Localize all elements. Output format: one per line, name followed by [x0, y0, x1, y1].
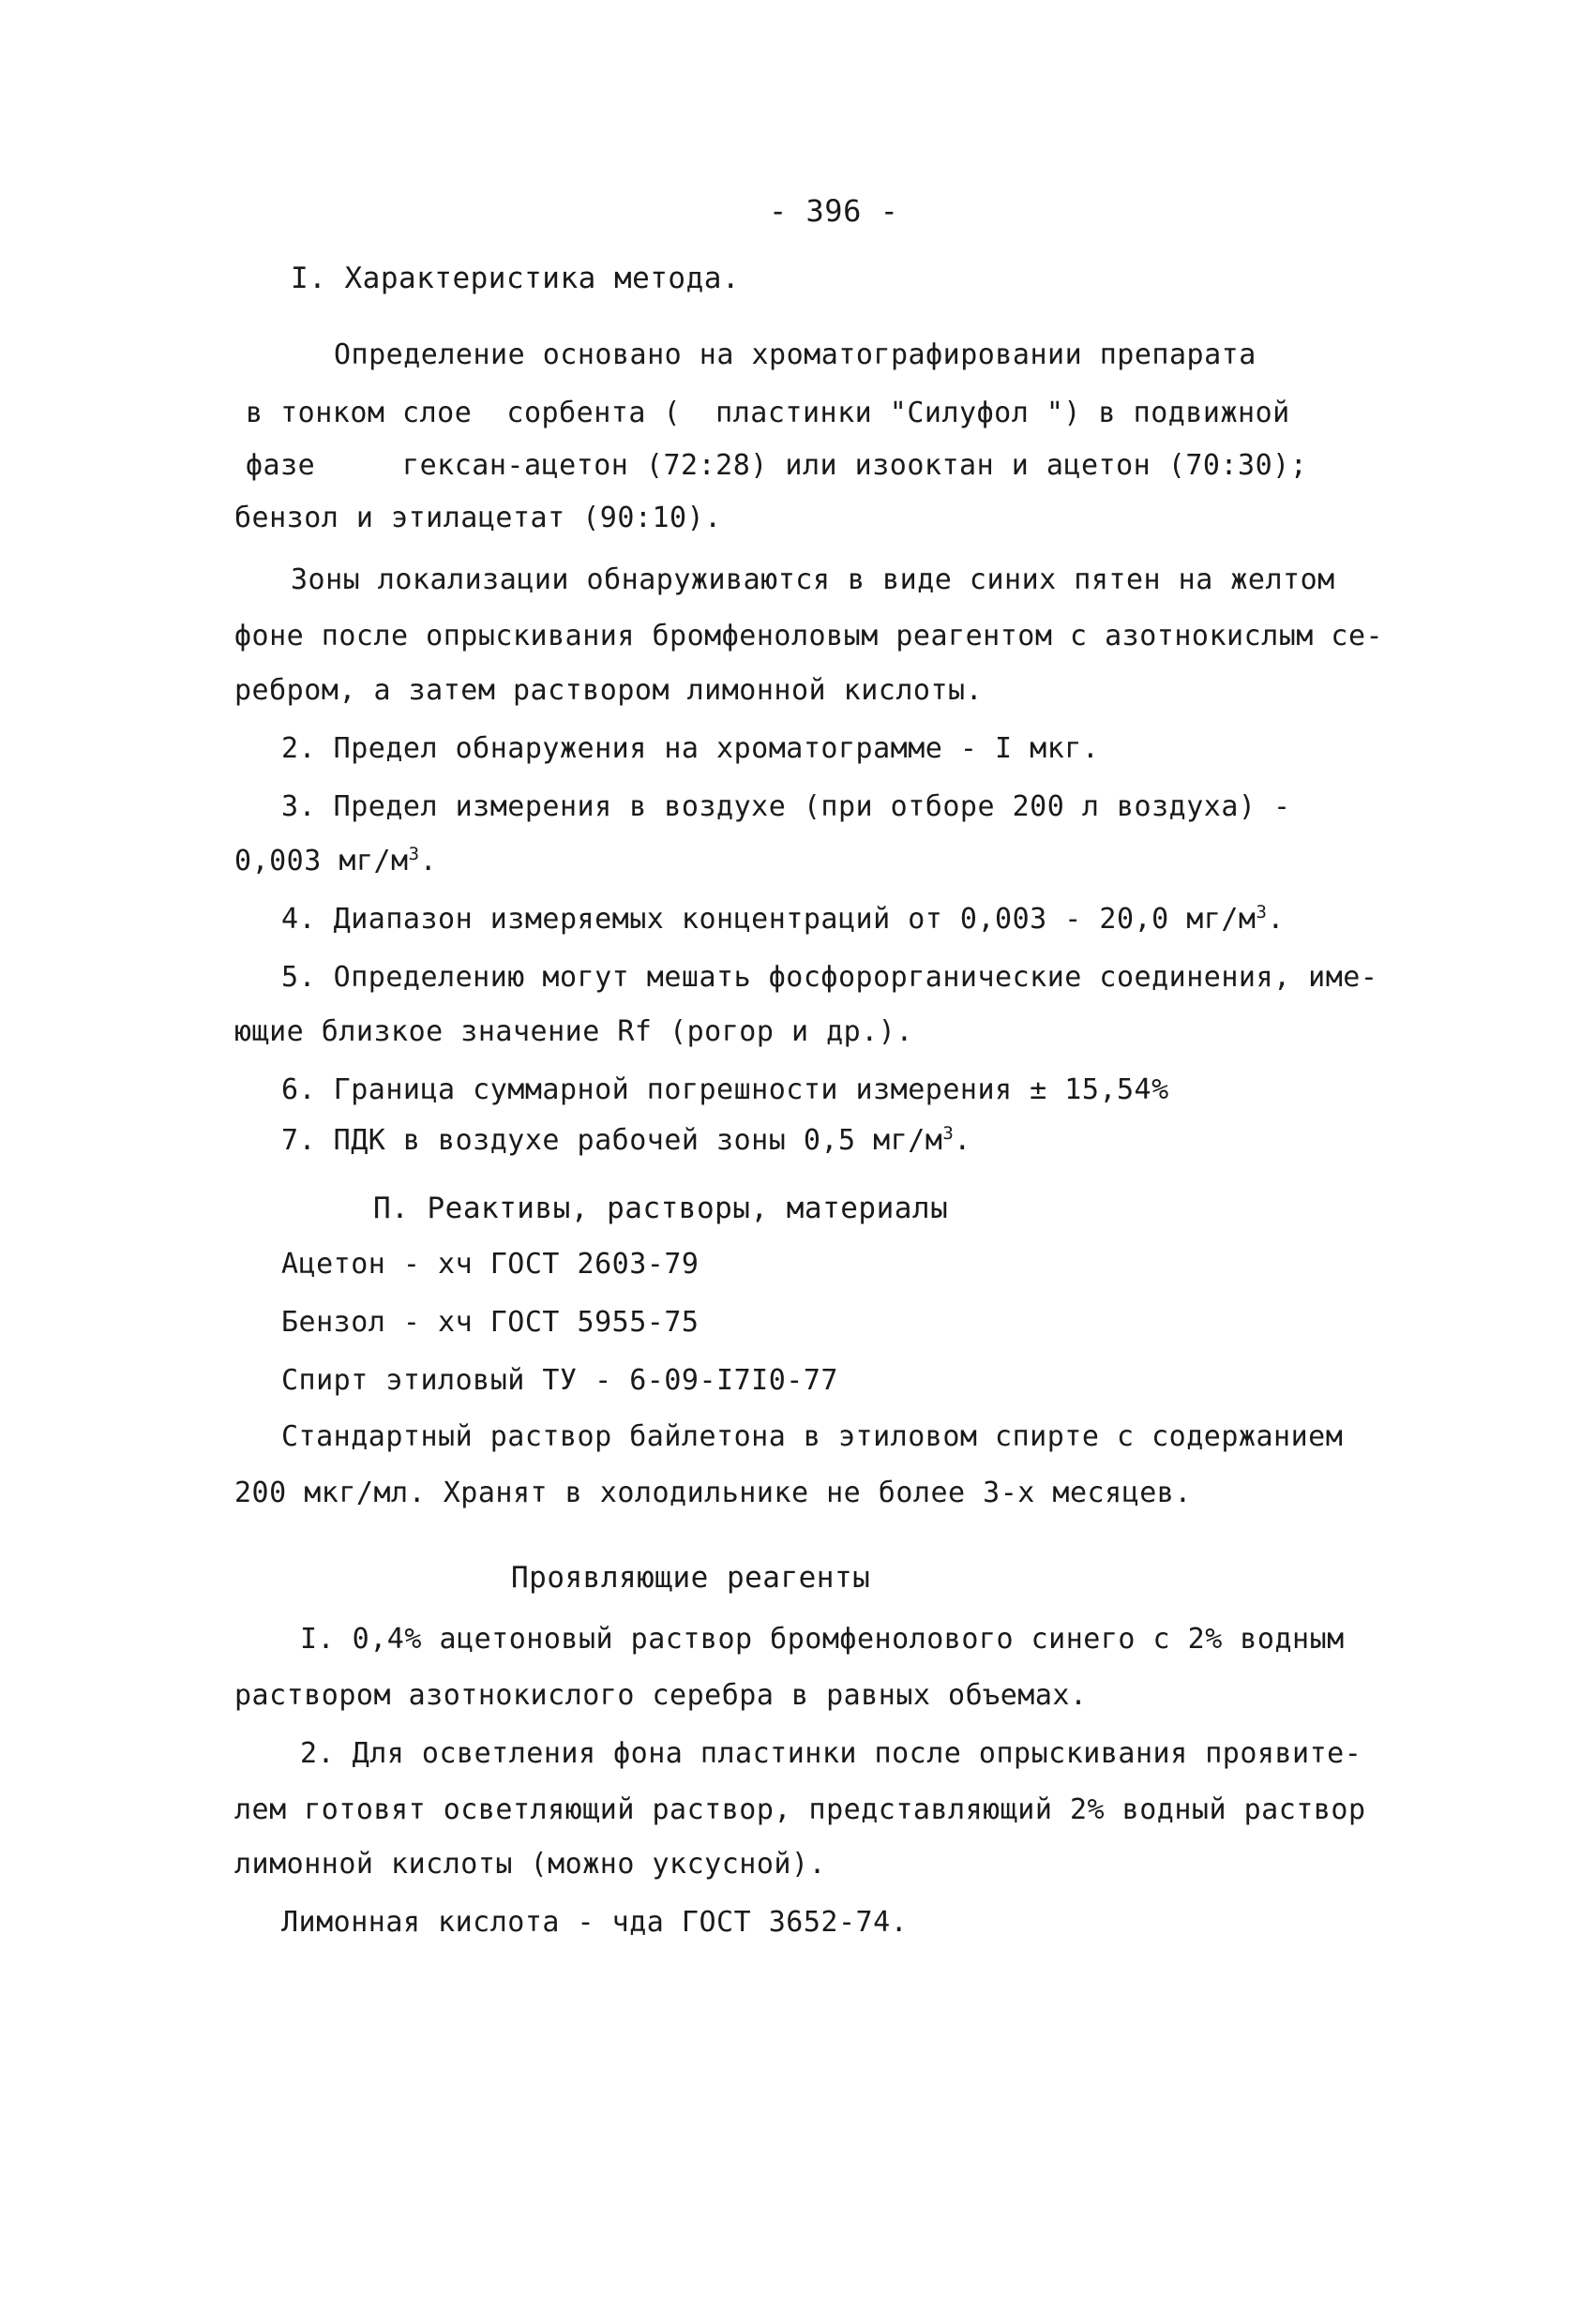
intro-line-4: бензол и этилацетат (90:10). [234, 502, 722, 534]
developing-reagents-heading: Проявляющие реагенты [511, 1561, 871, 1595]
page-number: - 396 - [769, 193, 899, 229]
developer-2-line-3: лимонной кислоты (можно уксусной). [234, 1848, 827, 1881]
section-1-heading: I. Характеристика метода. [291, 262, 741, 295]
item-7-text: 7. ПДК в воздухе рабочей зоны 0,5 мг/м [281, 1124, 943, 1157]
developer-2-line-1: 2. Для осветления фона пластинки после опрыскивания проявите- [300, 1737, 1362, 1770]
superscript-3: 3 [942, 1123, 955, 1144]
standard-line-2: 200 мкг/мл. Хранят в холодильнике не более 3-х месяцев. [234, 1477, 1192, 1509]
item-3-line-1: 3. Предел измерения в воздухе (при отборе 200 л воздуха) - [281, 790, 1291, 823]
developer-1-line-2: раствором азотнокислого серебра в равных объемах. [234, 1679, 1088, 1712]
zones-line-1: Зоны локализации обнаруживаются в виде синих пятен на желтом [291, 563, 1335, 596]
item-5-line-1: 5. Определению могут мешать фосфорорганические соединения, име- [281, 961, 1378, 994]
citric-acid-reagent: Лимонная кислота - чда ГОСТ 3652-74. [281, 1906, 909, 1939]
zones-line-3: ребром, а затем раствором лимонной кислоты. [234, 674, 984, 707]
superscript-3: 3 [1256, 902, 1268, 922]
item-4-text: 4. Диапазон измеряемых концентраций от 0,003 - 20,0 мг/м [281, 903, 1256, 936]
intro-line-2: в тонком слое сорбента ( пластинки "Силуфол ") в подвижной [246, 397, 1290, 429]
zones-line-2: фоне после опрыскивания бромфеноловым реагентом с азотнокислым се- [234, 620, 1384, 652]
standard-line-1: Стандартный раствор байлетона в этиловом спирте с содержанием [281, 1420, 1344, 1453]
intro-line-3: фазе гексан-ацетон (72:28) или изооктан и ацетон (70:30); [246, 449, 1308, 482]
developer-2-line-2: лем готовят осветляющий раствор, представляющий 2% водный раствор [234, 1793, 1366, 1826]
item-6: 6. Граница суммарной погрешности измерения ± 15,54% [281, 1073, 1169, 1106]
item-2: 2. Предел обнаружения на хроматограмме - I мкг. [281, 732, 1100, 765]
intro-line-1: Определение основано на хроматографировании препарата [334, 338, 1256, 371]
reagent-acetone: Ацетон - хч ГОСТ 2603-79 [281, 1248, 700, 1281]
section-2-heading: П. Реактивы, растворы, материалы [373, 1192, 949, 1225]
reagent-ethanol: Спирт этиловый ТУ - 6-09-I7I0-77 [281, 1364, 838, 1397]
superscript-3: 3 [408, 844, 420, 864]
developer-1-line-1: I. 0,4% ацетоновый раствор бромфенолового синего с 2% водным [300, 1623, 1345, 1656]
item-3-value: 0,003 мг/м [234, 845, 409, 877]
item-5-line-2: ющие близкое значение Rf (рогор и др.). [234, 1015, 913, 1048]
item-3-line-2: 0,003 $мг/м^3$. [234, 844, 438, 877]
item-4: 4. Диапазон измеряемых концентраций от 0,003 - 20,0 $мг/м^3$. [281, 902, 1285, 936]
reagent-benzene: Бензол - хч ГОСТ 5955-75 [281, 1306, 700, 1339]
item-7: 7. ПДК в воздухе рабочей зоны 0,5 $мг/м^3$. [281, 1123, 971, 1157]
